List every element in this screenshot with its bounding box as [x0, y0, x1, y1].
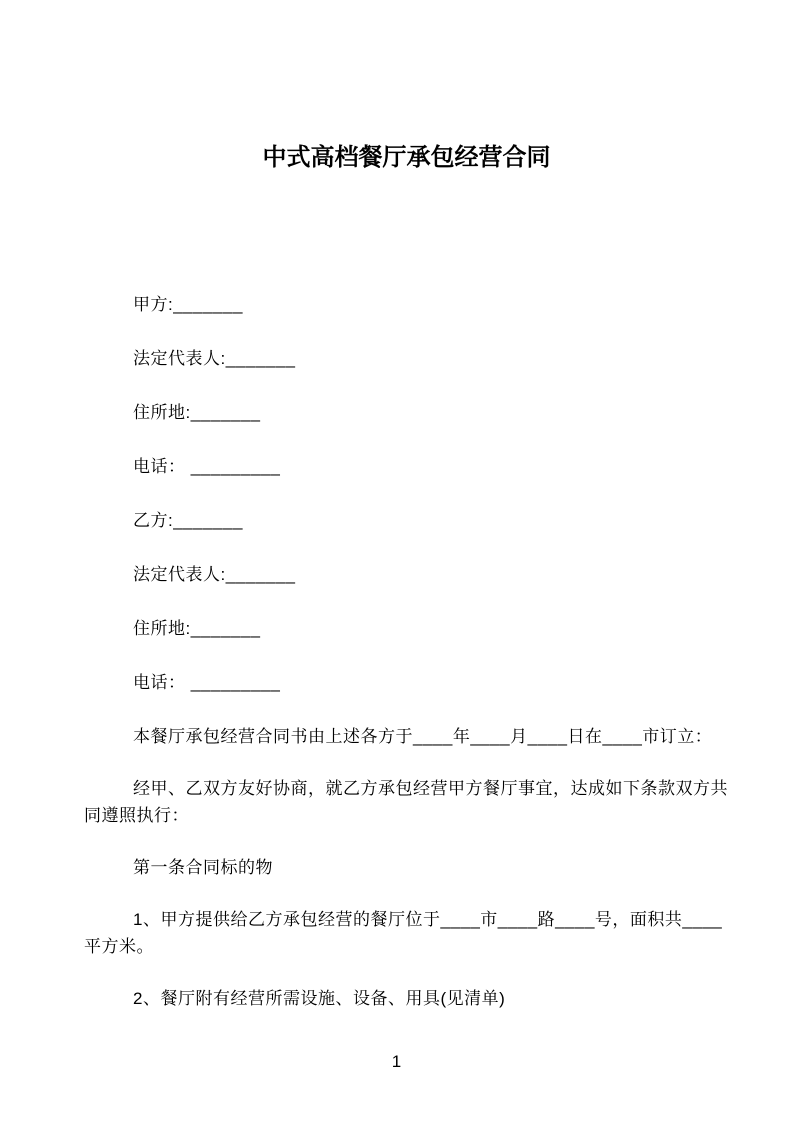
party-a-address-field: 住所地:_______ — [133, 403, 261, 422]
party-b-name-field: 乙方:_______ — [133, 511, 243, 530]
party-a-legal-rep-field: 法定代表人:_______ — [133, 349, 296, 368]
contract-title: 中式高档餐厅承包经营合同 — [262, 144, 551, 171]
page-number: 1 — [391, 1052, 402, 1071]
article1-item1: 1、甲方提供给乙方承包经营的餐厅位于____市____路____号，面积共____平方米。 — [84, 910, 723, 956]
party-a-name-field: 甲方:_______ — [133, 295, 243, 314]
preamble-paragraph: 经甲、乙双方友好协商，就乙方承包经营甲方餐厅事宜，达成如下条款双方共同遵照执行： — [84, 779, 728, 825]
party-b-legal-rep-field: 法定代表人:_______ — [133, 565, 296, 584]
article1-item2: 2、餐厅附有经营所需设施、设备、用具(见清单) — [133, 989, 506, 1008]
intro-paragraph: 本餐厅承包经营合同书由上述各方于____年____月____日在____市订立： — [133, 727, 713, 746]
party-b-address-field: 住所地:_______ — [133, 619, 261, 638]
party-b-phone-field: 电话： _________ — [133, 673, 281, 692]
party-a-phone-field: 电话： _________ — [133, 457, 281, 476]
article1-heading: 第一条合同标的物 — [133, 858, 273, 877]
